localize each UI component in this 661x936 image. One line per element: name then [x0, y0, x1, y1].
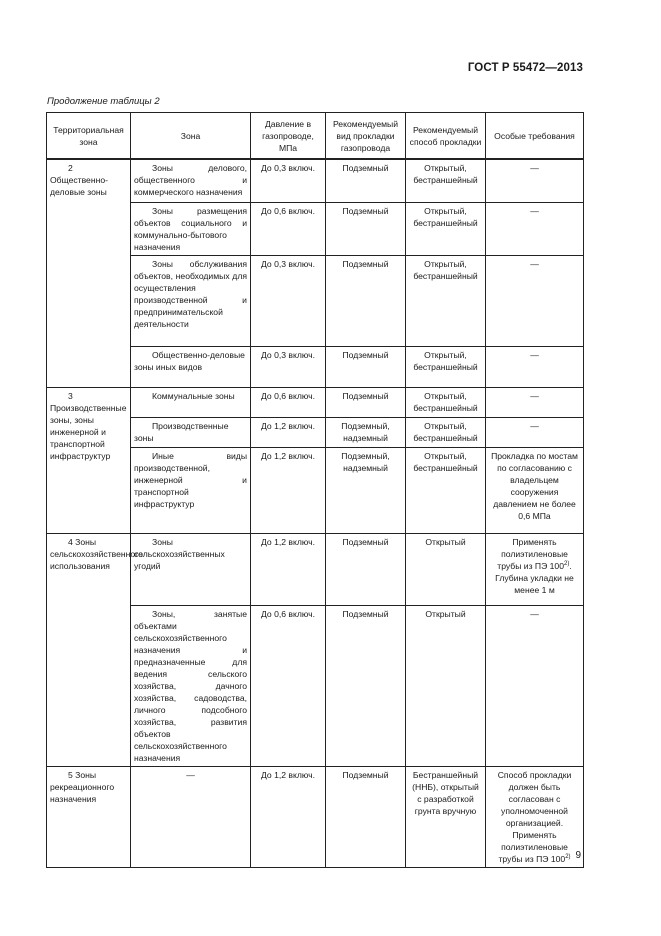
gas-pipeline-table [46, 112, 584, 868]
zone-cell: Общественно-деловые зоны иных видов [131, 346, 251, 387]
col-header-laying-type: Рекомендуемый вид прокладки газопровода [326, 113, 406, 160]
document-code: ГОСТ Р 55472—2013 [467, 62, 583, 74]
pressure-cell: До 0,3 включ. [251, 255, 326, 346]
laying-type-cell: Подземный [326, 766, 406, 867]
requirements-text-cont: . Глубина укладки не менее 1 м [495, 560, 574, 595]
zone-cell: Зоны, занятые объектами сельскохозяйственного назначения и предназначенные для ведения сельского хозяйства, дачного хозяйства, садоводства, личного подсобного хозяйства, развития объектов сельскохозяйственного назначения [131, 605, 251, 766]
laying-method-cell: Открытый, бестраншейный [406, 346, 486, 387]
requirements-cell: — [486, 387, 584, 417]
laying-method-cell: Бестраншейный (ННБ), открытый с разработкой грунта вручную [406, 766, 486, 867]
table-continuation-caption: Продолжение таблицы 2 [47, 96, 160, 107]
zone-cell: — [131, 766, 251, 867]
territorial-zone-cell: 4 Зоны сельскохозяйственного использования [47, 533, 131, 766]
table-row [47, 533, 584, 605]
pressure-cell: До 0,6 включ. [251, 605, 326, 766]
pressure-cell: До 1,2 включ. [251, 447, 326, 533]
requirements-cell: — [486, 202, 584, 255]
pressure-cell: До 0,3 включ. [251, 346, 326, 387]
col-header-special-requirements: Особые требования [486, 113, 584, 160]
requirements-cell: — [486, 255, 584, 346]
laying-type-cell: Подземный [326, 533, 406, 605]
pressure-cell: До 0,6 включ. [251, 387, 326, 417]
requirements-cell: — [486, 159, 584, 202]
zone-cell: Производственные зоны [131, 417, 251, 447]
territorial-zone-cell: 3 Производственные зоны, зоны инженерной и транспортной инфраструктур [47, 387, 131, 533]
laying-type-cell: Подземный, надземный [326, 447, 406, 533]
laying-type-cell: Подземный [326, 346, 406, 387]
laying-method-cell: Открытый [406, 605, 486, 766]
requirements-cell [486, 533, 584, 605]
zone-cell: Коммунальные зоны [131, 387, 251, 417]
laying-method-cell: Открытый, бестраншейный [406, 417, 486, 447]
pressure-cell: До 0,6 включ. [251, 202, 326, 255]
territorial-zone-cell: 5 Зоны рекреационного назначения [47, 766, 131, 867]
zone-cell: Зоны сельскохозяйственных угодий [131, 533, 251, 605]
zone-cell: Зоны делового, общественного и коммерческого назначения [131, 159, 251, 202]
requirements-text: Способ прокладки должен быть согласован с уполномоченной организацией. Применять полиэтиленовые трубы из ПЭ 100 [497, 769, 572, 864]
laying-method-cell: Открытый [406, 533, 486, 605]
requirements-text: Применять полиэтиленовые трубы из ПЭ 100 [497, 536, 568, 571]
col-header-zone: Зона [131, 113, 251, 160]
requirements-cell: — [486, 605, 584, 766]
requirements-cell: — [486, 346, 584, 387]
territorial-zone-cell: 2 Общественно-деловые зоны [47, 159, 131, 387]
col-header-pressure: Давление в газопроводе, МПа [251, 113, 326, 160]
laying-method-cell: Открытый, бестраншейный [406, 387, 486, 417]
pressure-cell: До 1,2 включ. [251, 533, 326, 605]
laying-type-cell: Подземный [326, 159, 406, 202]
pressure-cell: До 0,3 включ. [251, 159, 326, 202]
table-row [47, 159, 584, 202]
laying-method-cell: Открытый, бестраншейный [406, 202, 486, 255]
laying-method-cell: Открытый, бестраншейный [406, 159, 486, 202]
zone-cell: Зоны размещения объектов социального и коммунально-бытового назначения [131, 202, 251, 255]
laying-type-cell: Подземный [326, 202, 406, 255]
pressure-cell: До 1,2 включ. [251, 766, 326, 867]
laying-type-cell: Подземный [326, 387, 406, 417]
col-header-laying-method: Рекомендуемый способ прокладки [406, 113, 486, 160]
footnote-marker: 2) [565, 853, 571, 860]
table-header-row [47, 113, 584, 160]
laying-type-cell: Подземный [326, 605, 406, 766]
zone-cell: Зоны обслуживания объектов, необходимых для осуществления производственной и предпринимательской деятельности [131, 255, 251, 346]
requirements-cell [486, 766, 584, 867]
footnote-marker: 2) [563, 560, 570, 567]
laying-method-cell: Открытый, бестраншейный [406, 447, 486, 533]
page-number: 9 [575, 850, 581, 861]
laying-type-cell: Подземный, надземный [326, 417, 406, 447]
zone-cell: Иные виды производственной, инженерной и транспортной инфраструктур [131, 447, 251, 533]
table-row [47, 766, 584, 867]
requirements-cell: — [486, 417, 584, 447]
col-header-territorial-zone: Территориальная зона [47, 113, 131, 160]
laying-type-cell: Подземный [326, 255, 406, 346]
requirements-cell: Прокладка по мостам по согласованию с владельцем сооружения давлением не более 0,6 МПа [486, 447, 584, 533]
table-row [47, 387, 584, 417]
laying-method-cell: Открытый, бестраншейный [406, 255, 486, 346]
pressure-cell: До 1,2 включ. [251, 417, 326, 447]
